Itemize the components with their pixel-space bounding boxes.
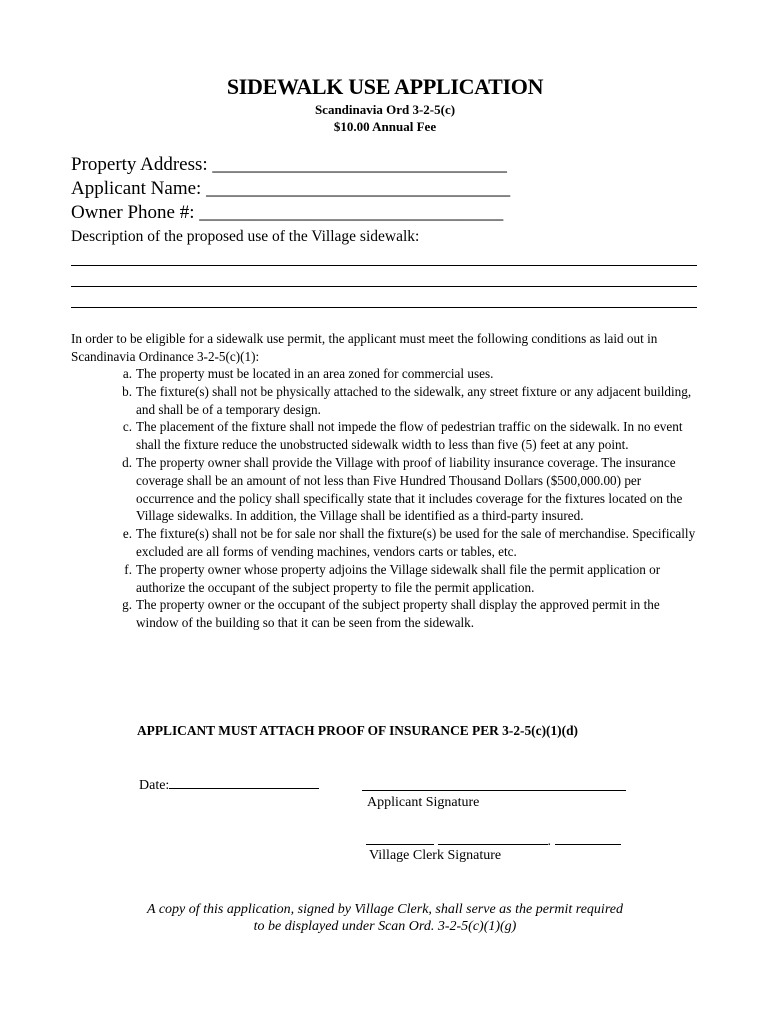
eligibility-intro: In order to be eligible for a sidewalk use permit, the applicant must meet the following conditions as laid out in Scandinavia Ordinance 3-2-5(c)(1): [71,331,658,364]
insurance-notice: APPLICANT MUST ATTACH PROOF OF INSURANCE PER 3-2-5(c)(1)(d) [137,723,579,738]
clerk-signature-segment[interactable] [438,832,548,845]
condition-text: The property owner shall provide the Village with proof of liability insurance coverage. The insurance coverage shall be an amount of not less than Five Hundred Thousand Dollars ($500,000.00) per occurrence and the policy shall specifically state that it includes coverage for the fixtures located on the Village sidewalks. In addition, the Village shall be identified as a third-party insured. [136,454,683,524]
clerk-signature-segment[interactable] [366,832,434,845]
condition-marker: c. [122,419,132,435]
permit-footer-note [0,901,770,935]
condition-text: The property owner whose property adjoins the Village sidewalk shall file the permit application or authorize the occupant of the subject property to file the permit application. [136,561,661,595]
footer-line: A copy of this application, signed by Village Clerk, shall serve as the permit required [147,902,623,917]
page-title: SIDEWALK USE APPLICATION [226,74,544,99]
applicant-name-field[interactable]: Applicant Name: ________________________________ [71,178,511,199]
condition-marker: f. [124,561,132,577]
condition-item [71,596,701,632]
condition-text: The placement of the fixture shall not impede the flow of pedestrian traffic on the sidewalk. In no event shall the fixture reduce the unobstructed sidewalk width to less than five (5) feet at any point. [136,419,683,453]
property-address-field[interactable]: Property Address: _______________________________ [71,154,507,175]
condition-marker: e. [122,526,132,542]
condition-item [71,383,701,419]
condition-item [71,561,701,597]
condition-text: The fixture(s) shall not be physically attached to the sidewalk, any street fixture or any adjacent building, and shall be of a temporary design. [136,383,692,417]
ordinance-reference: Scandinavia Ord 3-2-5(c) [314,102,456,117]
description-line-1[interactable] [71,265,697,266]
condition-text: The property owner or the occupant of the subject property shall display the approved permit in the window of the building so that it can be seen from the sidewalk. [136,597,660,631]
date-field[interactable] [139,776,319,794]
applicant-signature-line[interactable] [362,790,626,791]
condition-item [71,418,701,454]
owner-phone-field[interactable]: Owner Phone #: ________________________________ [71,202,504,223]
conditions-list [71,365,701,632]
clerk-signature-segment[interactable] [555,832,621,845]
description-label: Description of the proposed use of the Village sidewalk: [71,228,420,245]
date-label: Date: [139,778,170,793]
description-line-2[interactable] [71,286,697,287]
clerk-signature-separator: . [547,834,555,849]
date-line[interactable] [169,776,319,789]
description-line-3[interactable] [71,307,697,308]
clerk-signature-label: Village Clerk Signature [369,848,502,863]
condition-item [71,525,701,561]
annual-fee: $10.00 Annual Fee [333,119,437,134]
applicant-signature-label: Applicant Signature [367,795,480,810]
footer-line: to be displayed under Scan Ord. 3-2-5(c)(1)(g) [253,919,517,934]
condition-marker: a. [122,366,132,381]
condition-text: The fixture(s) shall not be for sale nor shall the fixture(s) be used for the sale of merchandise. Specifically excluded are all forms of vending machines, vendors carts or tables, etc. [136,526,696,559]
condition-item [71,365,701,383]
condition-marker: d. [122,454,132,470]
condition-item [71,454,701,525]
condition-text: The property must be located in an area zoned for commercial uses. [136,366,494,381]
condition-marker: g. [122,597,132,613]
condition-marker: b. [122,383,132,399]
